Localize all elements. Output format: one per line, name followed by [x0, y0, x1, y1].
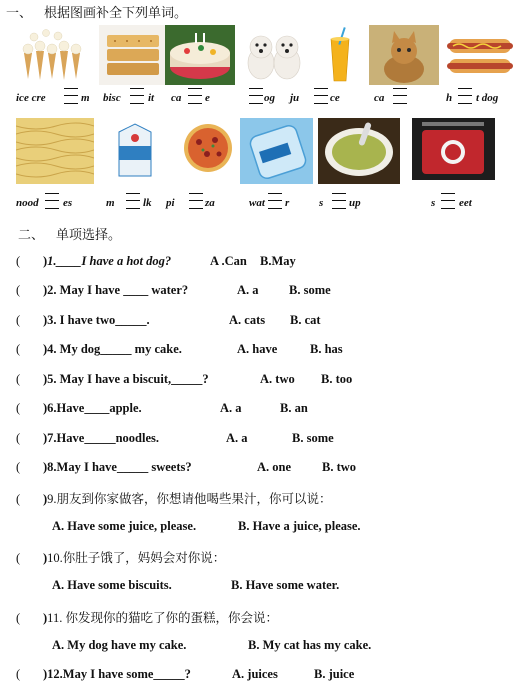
ice-cream-image: [16, 25, 86, 85]
word-suffix: r: [285, 197, 290, 209]
question-3: [16, 313, 321, 328]
option-a[interactable]: A. a: [237, 283, 259, 297]
option-a[interactable]: A. cats: [229, 313, 266, 327]
soup-image: [318, 118, 400, 184]
cake-image: [165, 25, 235, 85]
answer-paren[interactable]: (: [16, 313, 21, 327]
word-suffix: t dog: [476, 92, 499, 104]
option-a[interactable]: A. Have some juice, please.: [52, 519, 197, 533]
option-b[interactable]: B. some: [289, 283, 331, 297]
option-a[interactable]: A. one: [257, 460, 292, 474]
hot-dog-image: [445, 25, 515, 85]
pizza-image: [177, 118, 239, 176]
answer-paren[interactable]: (: [16, 551, 21, 565]
question-stem: 6.Have____apple.: [47, 401, 142, 415]
paren-close: ): [43, 667, 48, 681]
paren-close: ): [43, 611, 48, 625]
word-suffix: e: [205, 92, 210, 104]
option-b[interactable]: B. has: [310, 342, 343, 356]
question-6: [16, 401, 308, 416]
question-10: [16, 548, 225, 566]
question-stem: 10.你肚子饿了，妈妈会对你说：: [47, 551, 226, 565]
answer-paren[interactable]: (: [16, 460, 21, 474]
word-sweet: s: [431, 197, 436, 209]
paren-close: ): [43, 492, 48, 506]
option-a[interactable]: A. a: [220, 401, 242, 415]
section-2-heading: [18, 224, 121, 243]
letter-blank[interactable]: [314, 88, 328, 104]
letter-blank[interactable]: [130, 88, 144, 104]
question-stem: 1.____I have a hot dog?: [47, 254, 172, 268]
word-ice-cream: ice cre: [16, 92, 46, 104]
letter-blank[interactable]: [126, 193, 140, 209]
word-suffix: it: [148, 92, 155, 104]
word-suffix: za: [205, 197, 215, 209]
word-suffix: eet: [459, 197, 472, 209]
option-b[interactable]: B. cat: [290, 313, 321, 327]
word-suffix: lk: [143, 197, 152, 209]
word-suffix: ce: [330, 92, 340, 104]
question-stem: 4. My dog_____ my cake.: [47, 342, 182, 356]
answer-paren[interactable]: (: [16, 611, 21, 625]
word-suffix: up: [349, 197, 361, 209]
answer-paren[interactable]: (: [16, 254, 21, 268]
question-stem: 2. May I have ____ water?: [47, 283, 189, 297]
word-dog: og: [264, 92, 275, 104]
juice-image: [305, 25, 375, 85]
letter-blank[interactable]: [268, 193, 282, 209]
letter-blank[interactable]: [188, 88, 202, 104]
noodles-image: [16, 118, 94, 184]
section-2-number: 二、: [18, 227, 45, 242]
option-b[interactable]: B. Have a juice, please.: [238, 519, 361, 533]
word-juice: ju: [290, 92, 300, 104]
section-1-title: 根据图画补全下列单词。: [44, 5, 188, 20]
question-2: [16, 283, 331, 298]
letter-blank[interactable]: [189, 193, 203, 209]
option-a[interactable]: A. My dog have my cake.: [52, 638, 187, 652]
paren-close: ): [43, 431, 48, 445]
letter-blank[interactable]: [249, 88, 263, 104]
word-pizza: pi: [166, 197, 175, 209]
question-stem: 8.May I have_____ sweets?: [47, 460, 192, 474]
word-milk: m: [106, 197, 115, 209]
paren-close: ): [43, 283, 48, 297]
paren-close: ): [43, 372, 48, 386]
word-suffix: m: [81, 92, 90, 104]
letter-blank[interactable]: [441, 193, 455, 209]
answer-paren[interactable]: (: [16, 342, 21, 356]
answer-paren[interactable]: (: [16, 667, 21, 681]
option-b[interactable]: B. juice: [314, 667, 355, 681]
word-hot-dog: h: [446, 92, 453, 104]
question-12: [16, 667, 355, 682]
sweets-image: [412, 118, 495, 180]
paren-close: ): [43, 254, 48, 268]
question-1: [16, 254, 296, 269]
dog-image: [239, 25, 309, 85]
question-7: [16, 431, 334, 446]
word-soup: s: [319, 197, 324, 209]
letter-blank[interactable]: [64, 88, 78, 104]
option-a[interactable]: A. juices: [232, 667, 278, 681]
question-5: [16, 372, 353, 387]
section-2-title: 单项选择。: [56, 227, 122, 242]
option-b[interactable]: B. two: [322, 460, 357, 474]
word-cat: ca: [374, 92, 385, 104]
option-b[interactable]: B.May: [260, 254, 296, 268]
paren-close: ): [43, 551, 48, 565]
option-a[interactable]: A. have: [237, 342, 278, 356]
word-suffix: es: [63, 197, 73, 209]
question-stem: 9.朋友到你家做客，你想请他喝些果汁，你可以说：: [47, 492, 332, 506]
option-b[interactable]: B. My cat has my cake.: [248, 638, 372, 652]
word-noodles: nood: [16, 197, 39, 209]
letter-blank[interactable]: [458, 88, 472, 104]
biscuits-image: [99, 25, 169, 85]
answer-paren[interactable]: (: [16, 372, 21, 386]
paren-close: ): [43, 401, 48, 415]
question-4: [16, 342, 343, 357]
option-b[interactable]: B. an: [280, 401, 308, 415]
section-1-heading: [6, 2, 187, 21]
question-8: [16, 460, 357, 475]
letter-blank[interactable]: [393, 88, 407, 104]
water-image: [240, 118, 313, 184]
option-a[interactable]: A. two: [260, 372, 295, 386]
option-a[interactable]: A. a: [226, 431, 248, 445]
option-b[interactable]: B. Have some water.: [231, 578, 340, 592]
answer-paren[interactable]: (: [16, 492, 21, 506]
question-9: [16, 489, 332, 507]
paren-close: ): [43, 460, 48, 474]
option-b[interactable]: B. some: [292, 431, 334, 445]
letter-blank[interactable]: [45, 193, 59, 209]
question-stem: 3. I have two_____.: [47, 313, 150, 327]
cat-image: [369, 25, 439, 85]
question-11: [16, 608, 278, 626]
answer-paren[interactable]: (: [16, 431, 21, 445]
word-cake: ca: [171, 92, 182, 104]
option-b[interactable]: B. too: [321, 372, 353, 386]
option-a[interactable]: A .Can: [210, 254, 247, 268]
question-stem: 12.May I have some_____?: [47, 667, 191, 681]
answer-paren[interactable]: (: [16, 401, 21, 415]
letter-blank[interactable]: [332, 193, 346, 209]
question-stem: 5. May I have a biscuit,_____?: [47, 372, 209, 386]
word-water: wat: [249, 197, 265, 209]
question-stem: 11. 你发现你的猫吃了你的蛋糕，你会说：: [47, 611, 278, 625]
question-stem: 7.Have_____noodles.: [47, 431, 159, 445]
paren-close: ): [43, 342, 48, 356]
milk-image: [113, 118, 157, 180]
paren-close: ): [43, 313, 48, 327]
section-1-number: 一、: [6, 5, 33, 20]
option-a[interactable]: A. Have some biscuits.: [52, 578, 172, 592]
word-biscuit: bisc: [103, 92, 121, 104]
answer-paren[interactable]: (: [16, 283, 21, 297]
